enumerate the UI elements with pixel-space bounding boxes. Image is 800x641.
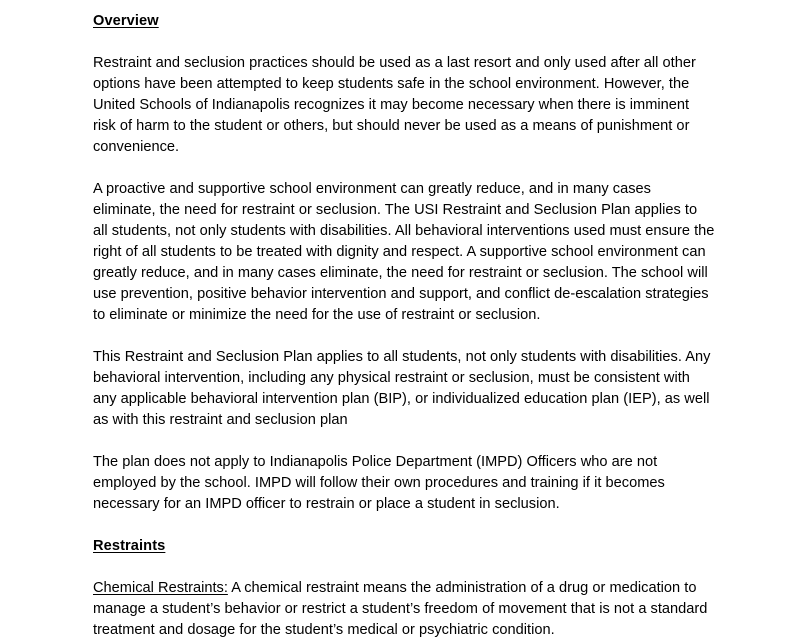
section-heading-overview: Overview <box>93 13 159 29</box>
definition-term-chemical-restraints: Chemical Restraints: <box>93 580 228 596</box>
paragraph-overview-4: The plan does not apply to Indianapolis Police Department (IMPD) Officers who are not employed by the school. IMPD will follow their own procedures and training if it becomes necessary for an IMPD officer to restrain or place a student in seclusion. <box>93 454 665 512</box>
paragraph-overview-2: A proactive and supportive school environment can greatly reduce, and in many cases eliminate, the need for restraint or seclusion. The USI Restraint and Seclusion Plan applies to all students, not only students with disabilities. All behavioral interventions used must ensure the right of all students to be treated with dignity and respect. A supportive school environment can greatly reduce, and in many cases eliminate, the need for restraint or seclusion. The school will use prevention, positive behavior intervention and support, and conflict de-escalation strategies to eliminate or minimize the need for the use of restraint or seclusion. <box>93 181 715 323</box>
document-body <box>93 11 715 641</box>
paragraph-overview-3: This Restraint and Seclusion Plan applies to all students, not only students with disabilities. Any behavioral intervention, including any physical restraint or seclusion, must be consistent with any applicable behavioral intervention plan (BIP), or individualized education plan (IEP), as well as with this restraint and seclusion plan <box>93 349 711 428</box>
definition-text-chemical-restraints: A chemical restraint means the administration of a drug or medication to manage a student’s behavior or restrict a student’s freedom of movement that is not a standard treatment and dosage for the student’s medical or psychiatric condition. <box>93 580 708 638</box>
paragraph-chemical-restraints <box>93 578 715 641</box>
paragraph-overview-1: Restraint and seclusion practices should be used as a last resort and only used after all other options have been attempted to keep students safe in the school environment. However, the United Schools of Indianapolis recognizes it may become necessary when there is imminent risk of harm to the student or others, but should never be used as a means of punishment or convenience. <box>93 55 696 155</box>
section-heading-restraints: Restraints <box>93 538 166 554</box>
